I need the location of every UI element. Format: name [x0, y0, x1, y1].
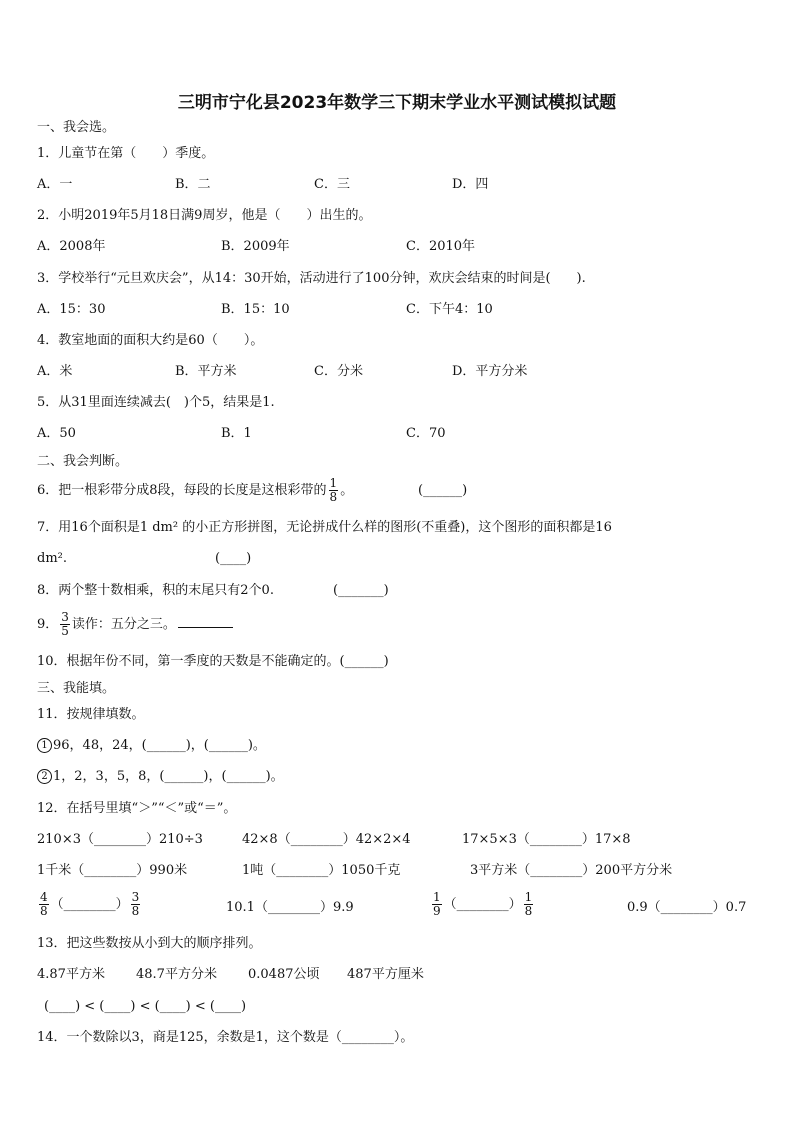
q11-row2-text[interactable]: 1，2，3，5，8，(______)，(______)。 [53, 769, 284, 784]
q4-option-d[interactable]: D．平方分米 [452, 364, 528, 379]
circled-number-2: 2 [37, 769, 52, 784]
q2-option-b[interactable]: B．2009年 [221, 239, 290, 254]
q12-item[interactable]: 210×3（________）210÷3 [37, 832, 203, 847]
question-11: 11．按规律填数。 [37, 707, 145, 722]
question-2: 2．小明2019年5月18日满9周岁，他是（ ）出生的。 [37, 208, 372, 223]
fraction-1-8 [329, 477, 339, 504]
question-7-cont: dm². [37, 551, 67, 566]
q8-answer-blank[interactable]: (_______) [333, 583, 389, 598]
question-8: 8．两个整十数相乘，积的末尾只有2个0. [37, 583, 274, 598]
denominator: 8 [40, 904, 48, 918]
fraction-3-8 [131, 891, 141, 918]
q5-option-a[interactable]: A．50 [37, 426, 76, 441]
q12-item[interactable]: 10.1（________）9.9 [226, 900, 354, 915]
section-heading-1: 一、我会选。 [37, 120, 116, 135]
q4-option-a[interactable]: A．米 [37, 364, 73, 379]
q7-answer-blank[interactable]: (____) [215, 551, 252, 566]
circled-number-1: 1 [37, 738, 52, 753]
q6-tail: 。 [340, 483, 354, 498]
q9-number: 9． [37, 617, 59, 632]
page-title: 三明市宁化县2023年数学三下期末学业水平测试模拟试题 [177, 93, 617, 113]
numerator: 3 [131, 890, 140, 904]
q1-option-b[interactable]: B．二 [175, 177, 211, 192]
numerator: 3 [61, 610, 69, 624]
q1-option-c[interactable]: C．三 [314, 177, 350, 192]
q12-item[interactable]: 1吨（________）1050千克 [242, 863, 401, 878]
denominator: 8 [131, 904, 140, 918]
q13-value: 487平方厘米 [347, 967, 424, 982]
compare-blank[interactable]: （________） [50, 897, 129, 912]
question-12: 12．在括号里填“＞”“＜”或“＝”。 [37, 801, 237, 816]
q12-item-fraction-compare[interactable] [37, 888, 142, 922]
fraction-3-5 [60, 611, 70, 638]
q2-option-a[interactable]: A．2008年 [37, 239, 106, 254]
question-6 [37, 474, 353, 508]
fraction-1-8 [524, 891, 534, 918]
q5-option-b[interactable]: B．1 [221, 426, 252, 441]
q1-option-a[interactable]: A．一 [37, 177, 73, 192]
question-3: 3．学校举行“元旦欢庆会”，从14：30开始，活动进行了100分钟，欢庆会结束的时间是( ). [37, 271, 586, 286]
section-heading-3: 三、我能填。 [37, 681, 116, 696]
question-14: 14．一个数除以3，商是125，余数是1，这个数是（________）。 [37, 1030, 414, 1045]
numerator: 4 [40, 890, 48, 904]
question-5: 5．从31里面连续减去( )个5，结果是1. [37, 395, 275, 410]
compare-blank[interactable]: （________） [443, 897, 522, 912]
numerator: 1 [433, 890, 441, 904]
q2-option-c[interactable]: C．2010年 [406, 239, 476, 254]
q12-item[interactable]: 42×8（________）42×2×4 [242, 832, 411, 847]
q13-order-blanks[interactable]: (____) < (____) < (____) < (____) [44, 999, 247, 1014]
denominator: 9 [433, 904, 441, 918]
q6-answer-blank[interactable]: (______) [418, 483, 468, 498]
question-1: 1．儿童节在第（ ）季度。 [37, 146, 215, 161]
q11-sequence-2 [37, 768, 284, 786]
q9-answer-line[interactable] [178, 615, 233, 628]
q6-text: 6．把一根彩带分成8段，每段的长度是这根彩带的 [37, 483, 327, 498]
section-heading-2: 二、我会判断。 [37, 454, 129, 469]
q5-option-c[interactable]: C．70 [406, 426, 446, 441]
fraction-1-9 [432, 891, 442, 918]
numerator: 1 [524, 890, 533, 904]
numerator: 1 [329, 476, 338, 490]
question-10: 10．根据年份不同，第一季度的天数是不能确定的。(______) [37, 654, 389, 669]
q12-item-fraction-compare[interactable] [430, 888, 535, 922]
q12-item[interactable]: 0.9（________）0.7 [627, 900, 747, 915]
q11-row1-text[interactable]: 96，48，24，(______)，(______)。 [53, 738, 266, 753]
q3-option-a[interactable]: A．15：30 [37, 302, 106, 317]
q13-value: 4.87平方米 [37, 967, 105, 982]
denominator: 8 [329, 490, 338, 504]
q12-item[interactable]: 1千米（________）990米 [37, 863, 188, 878]
denominator: 8 [524, 904, 533, 918]
q12-item[interactable]: 17×5×3（________）17×8 [462, 832, 631, 847]
question-9 [37, 608, 233, 642]
question-4: 4．教室地面的面积大约是60（ ）。 [37, 333, 264, 348]
q4-option-b[interactable]: B．平方米 [175, 364, 237, 379]
q13-value: 0.0487公顷 [248, 967, 320, 982]
q9-text: 读作：五分之三。 [71, 617, 176, 632]
denominator: 5 [61, 624, 69, 638]
question-13: 13．把这些数按从小到大的顺序排列。 [37, 936, 262, 951]
q12-item[interactable]: 3平方米（________）200平方分米 [470, 863, 673, 878]
q4-option-c[interactable]: C．分米 [314, 364, 363, 379]
q13-value: 48.7平方分米 [136, 967, 217, 982]
q3-option-c[interactable]: C．下午4：10 [406, 302, 493, 317]
q1-option-d[interactable]: D．四 [452, 177, 489, 192]
question-7: 7．用16个面积是1 dm² 的小正方形拼图，无论拼成什么样的图形(不重叠)，这个图形的面积都是16 [37, 520, 612, 535]
q3-option-b[interactable]: B．15：10 [221, 302, 290, 317]
fraction-4-8 [39, 891, 49, 918]
q11-sequence-1 [37, 737, 266, 755]
